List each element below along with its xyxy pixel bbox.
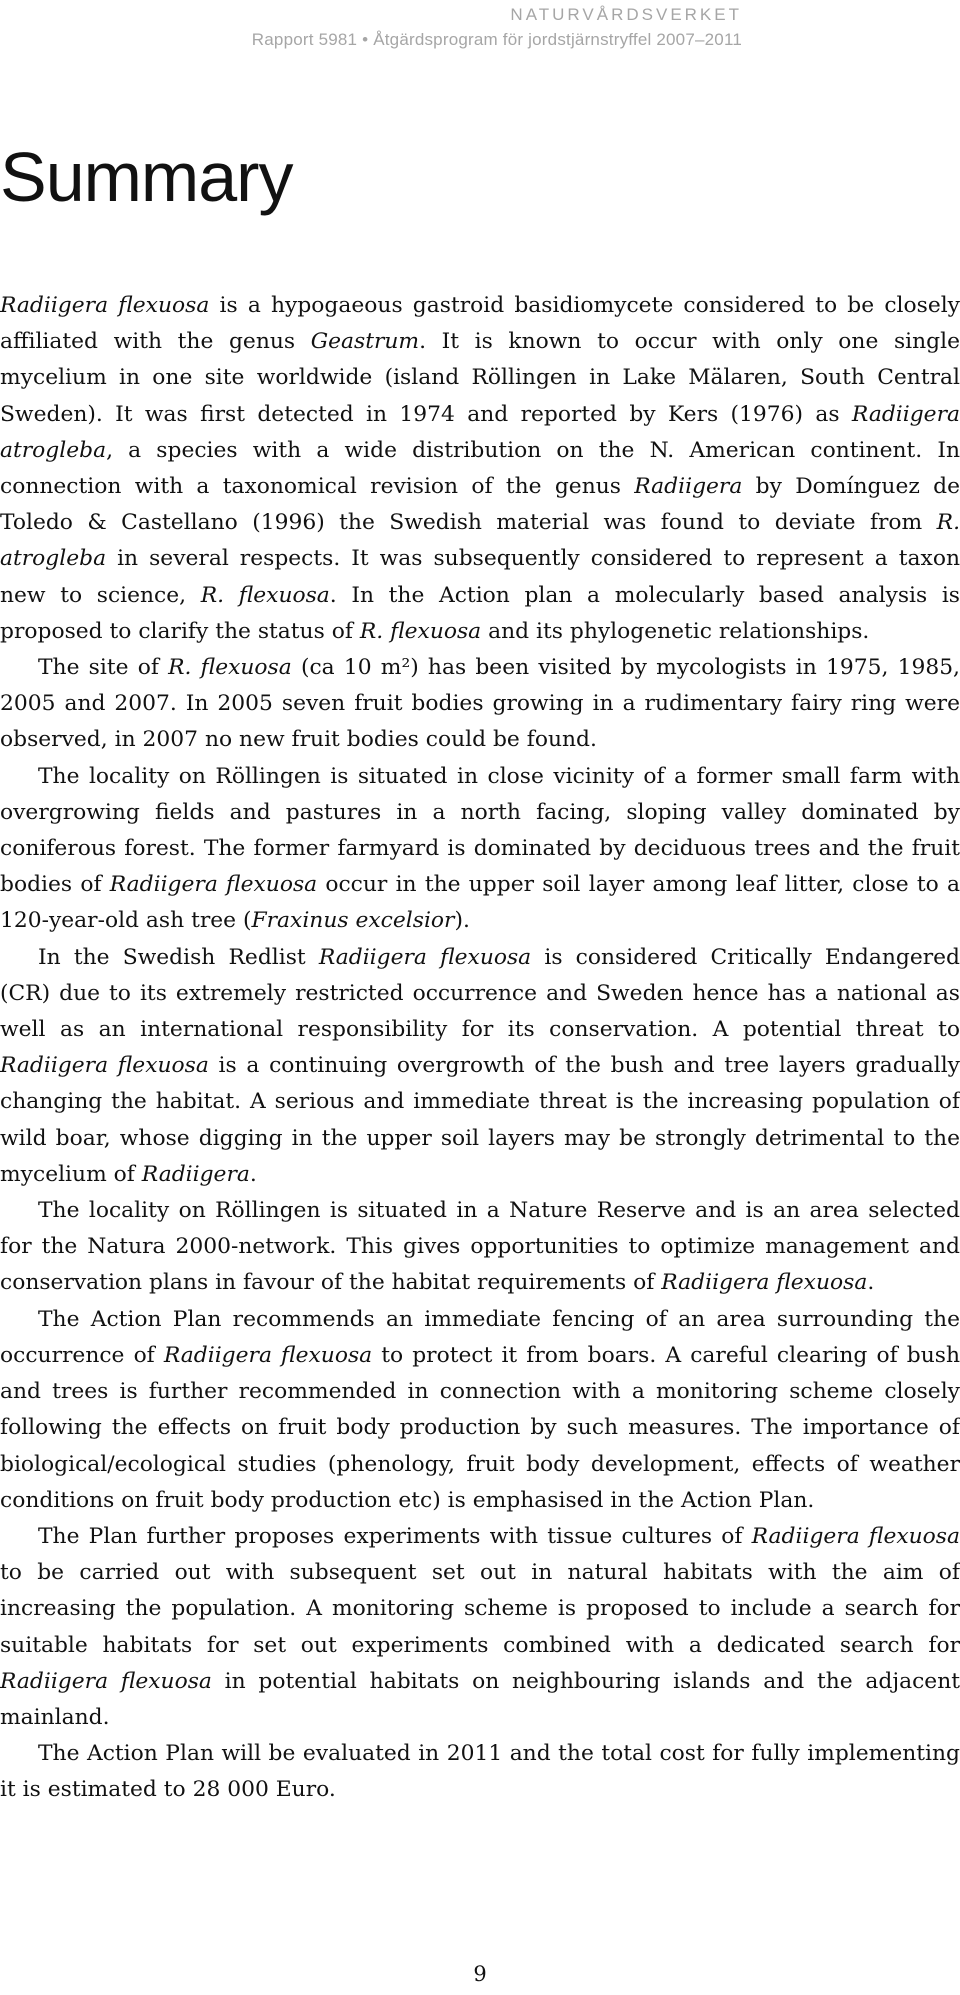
text-segment: to be carried out with subsequent set out in natural habitats with the aim of increasing the population. A monitoring scheme is proposed to include a search for suitable habitats for set out experiments combined with a dedicated search for: [0, 1560, 960, 1658]
italic-text-segment: Radiigera flexuosa: [0, 1668, 212, 1694]
page-number: 9: [473, 1962, 487, 1986]
running-header: [252, 0, 742, 50]
body-paragraph: [0, 1519, 960, 1736]
text-segment: In the Swedish Redlist: [38, 944, 319, 970]
text-segment: The Action Plan will be evaluated in 2011 and the total cost for fully implementing it is estimated to 28 000 Euro.: [0, 1741, 960, 1803]
text-segment: . It is known to occur with only one single mycelium in one site worldwide (island Röllingen in Lake Mälaren, South Central Sweden). It was first detected in 1974 and reported by Kers (1976) as: [0, 329, 960, 427]
italic-text-segment: Radiigera flexuosa: [0, 1053, 209, 1079]
header-organization: NATURVÅRDSVERKET: [510, 5, 742, 24]
text-segment: The locality on Röllingen is situated in a Nature Reserve and is an area selected for the Natura 2000-network. This gives opportunities to optimize management and conservation plans in favour of the habitat requirements of: [0, 1198, 960, 1296]
text-segment: in potential habitats on neighbouring islands and the adjacent mainland.: [0, 1668, 960, 1730]
italic-text-segment: Radiigera flexuosa: [109, 872, 318, 898]
page-title: Summary: [0, 138, 293, 216]
italic-text-segment: Radiigera flexuosa: [0, 293, 210, 318]
text-segment: The locality on Röllingen is situated in close vicinity of a former small farm with overgrowing fields and pastures in a north facing, sloping valley dominated by coniferous forest. The former farmyard is dominated by deciduous trees and the fruit bodies of: [0, 763, 960, 898]
body-paragraph: [0, 288, 960, 650]
italic-text-segment: R. flexuosa: [168, 655, 292, 681]
text-segment: is a continuing overgrowth of the bush and tree layers gradually changing the habitat. A serious and immediate threat is the increasing population of wild boar, whose digging in the upper soil layers may be strongly detrimental to the mycelium of: [0, 1053, 960, 1187]
body-paragraph: [0, 650, 960, 759]
text-segment: occur in the upper soil layer among leaf litter, close to a 120-year-old ash tree (: [0, 872, 960, 934]
text-segment: ).: [454, 908, 470, 934]
italic-text-segment: Radiigera atrogleba: [0, 401, 960, 463]
text-segment: to protect it from boars. A careful clearing of bush and trees is further recommended in connection with a monitoring scheme closely following the effects on fruit body production by such measures. The importance of biological/ecological studies (phenology, fruit body development, effects of weather conditions on fruit body production etc) is emphasised in the Action Plan.: [0, 1342, 960, 1513]
italic-text-segment: R. flexuosa: [359, 618, 482, 644]
italic-text-segment: Radiigera: [141, 1161, 250, 1187]
italic-text-segment: Radiigera flexuosa: [661, 1270, 868, 1296]
header-report-line: Rapport 5981 • Åtgärdsprogram för jordstjärnstryffel 2007–2011: [251, 30, 742, 49]
body-paragraph: [0, 759, 960, 940]
text-segment: (ca 10 m²) has been visited by mycologists in 1975, 1985, 2005 and 2007. In 2005 seven fruit bodies growing in a rudimentary fairy ring were observed, in 2007 no new fruit bodies could be found.: [0, 655, 960, 753]
body-paragraph: [0, 940, 960, 1193]
body-paragraph: [0, 1193, 960, 1302]
italic-text-segment: Radiigera flexuosa: [163, 1342, 373, 1368]
body-paragraph: [0, 1302, 960, 1519]
italic-text-segment: Radiigera: [634, 474, 743, 500]
text-segment: The Plan further proposes experiments with tissue cultures of: [38, 1523, 752, 1549]
italic-text-segment: Radiigera flexuosa: [751, 1523, 960, 1549]
text-segment: by Domínguez de Toledo & Castellano (1996) the Swedish material was found to deviate from: [0, 474, 960, 536]
italic-text-segment: R. atrogleba: [0, 510, 960, 572]
text-segment: and its phylogenetic relationships.: [481, 618, 870, 644]
text-segment: is a hypogaeous gastroid basidiomycete considered to be closely affiliated with the genus: [0, 293, 960, 355]
body-paragraph: [0, 1736, 960, 1808]
text-segment: in several respects. It was subsequently considered to represent a taxon new to science,: [0, 546, 960, 608]
text-segment: is considered Critically Endangered (CR) due to its extremely restricted occurrence and Sweden hence has a national as well as an international responsibility for its conservation. A potential threat to: [0, 944, 960, 1043]
text-segment: . In the Action plan a molecularly based analysis is proposed to clarify the status of: [0, 582, 960, 644]
italic-text-segment: Geastrum: [310, 329, 420, 355]
text-segment: , a species with a wide distribution on the N. American continent. In connection with a taxonomical revision of the genus: [0, 437, 960, 500]
text-segment: The site of: [38, 655, 169, 681]
italic-text-segment: R. flexuosa: [200, 582, 330, 608]
text-segment: The Action Plan recommends an immediate fencing of an area surrounding the occurrence of: [0, 1306, 960, 1368]
italic-text-segment: Radiigera flexuosa: [318, 944, 532, 970]
text-segment: .: [249, 1161, 257, 1187]
italic-text-segment: Fraxinus excelsior: [251, 908, 455, 934]
summary-body: [0, 288, 960, 1809]
text-segment: .: [867, 1270, 875, 1296]
